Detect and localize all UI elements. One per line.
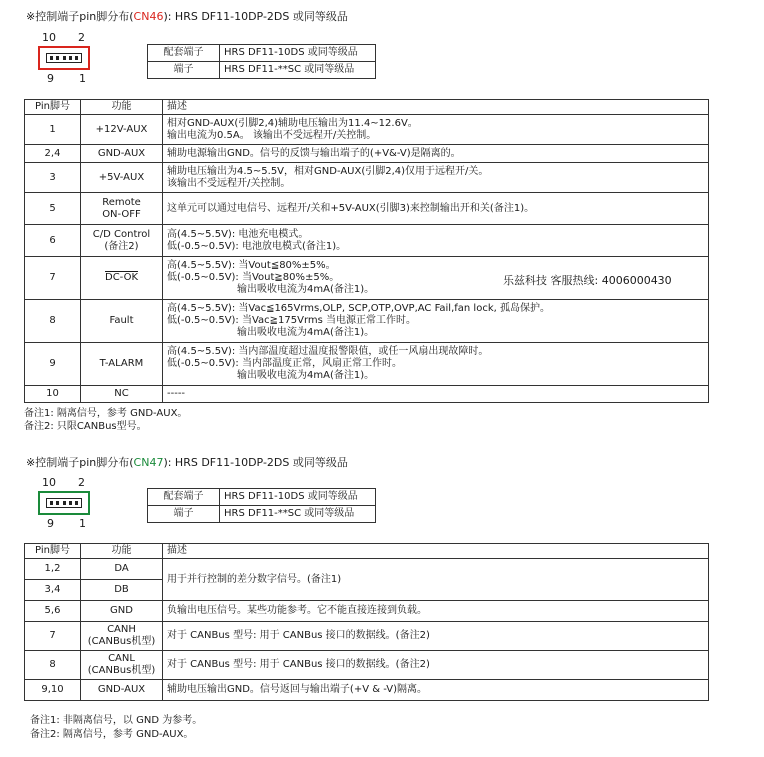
spec-label: 配套端子 [148,45,220,62]
function-cell: T-ALARM [81,343,163,386]
function-cell: GND-AUX [81,680,163,701]
table-row [25,145,709,163]
description-cell: 相对GND-AUX(引脚2,4)辅助电压输出为11.4~12.6V。 输出电流为0.5A。 该输出不受远程开/关控制。 [163,115,709,145]
function-cell: +12V-AUX [81,115,163,145]
table-row [25,300,709,343]
pin-cell: 3,4 [25,580,81,601]
cn47-note-1: 备注1: 非隔离信号，以 GND 为参考。 [30,715,203,726]
pin-label-9: 9 [47,72,54,85]
header-pin: Pin脚号 [25,100,81,115]
table-row [25,163,709,193]
description-cell: 高(4.5~5.5V): 电池充电模式。 低(-0.5~0.5V): 电池放电模式(备注1)。 [163,225,709,257]
cn46-note-2: 备注2: 只限CANBus型号。 [24,421,147,432]
cn46-connector-diagram [38,46,90,70]
function-cell: DA [81,559,163,580]
pin-cell: 7 [25,257,81,300]
table-header-row [25,100,709,115]
cn46-spec-table [147,44,376,79]
pin-cell: 1,2 [25,559,81,580]
function-cell: CANL (CANBus机型) [81,651,163,680]
pin-cell: 7 [25,622,81,651]
pin-cell: 10 [25,386,81,403]
table-row [25,680,709,701]
pin-label-1: 1 [79,72,86,85]
table-row [25,601,709,622]
pin-cell: 8 [25,300,81,343]
spec-row [148,62,376,79]
pin-label-2: 2 [78,31,85,44]
pin-cell: 8 [25,651,81,680]
table-row [25,193,709,225]
function-cell: GND [81,601,163,622]
pin-cell: 5 [25,193,81,225]
title-prefix: ※控制端子pin脚分布( [26,10,134,23]
title-prefix: ※控制端子pin脚分布( [26,456,134,469]
description-cell: 辅助电压输出GND。信号返回与输出端子(+V & -V)隔离。 [163,680,709,701]
title-suffix: ): HRS DF11-10DP-2DS 或同等级品 [163,456,348,469]
cn46-pin-table [24,99,709,403]
description-cell-merged: 用于并行控制的差分数字信号。(备注1) [163,559,709,601]
spec-value: HRS DF11-**SC 或同等级品 [220,506,376,523]
pin-cell: 2,4 [25,145,81,163]
cn47-note-2: 备注2: 隔离信号，参考 GND-AUX。 [30,729,194,740]
table-row [25,225,709,257]
header-function: 功能 [81,544,163,559]
pin-cell: 3 [25,163,81,193]
description-cell: 高(4.5~5.5V): 当Vac≦165Vrms,OLP, SCP,OTP,OVP,AC Fail,fan lock, 孤岛保护。 低(-0.5~0.5V): 当Vac≧175Vrms 当电源正常工作时。 输出吸收电流为4mA(备注1)。 [163,300,709,343]
pin-cell: 9,10 [25,680,81,701]
spec-label: 端子 [148,62,220,79]
pin-cell: 1 [25,115,81,145]
description-cell: 这单元可以通过电信号、远程开/关和+5V-AUX(引脚3)来控制输出开和关(备注1)。 [163,193,709,225]
cn46-note-1: 备注1: 隔离信号，参考 GND-AUX。 [24,408,188,419]
spec-label: 端子 [148,506,220,523]
header-function: 功能 [81,100,163,115]
pin-label-10: 10 [42,31,56,44]
title-suffix: ): HRS DF11-10DP-2DS 或同等级品 [163,10,348,23]
connector-code: CN47 [133,456,164,469]
pin-label-1: 1 [79,517,86,530]
spec-value: HRS DF11-**SC 或同等级品 [220,62,376,79]
function-cell: DB [81,580,163,601]
spec-row [148,45,376,62]
pin-cell: 9 [25,343,81,386]
spec-value: HRS DF11-10DS 或同等级品 [220,489,376,506]
function-cell: CANH (CANBus机型) [81,622,163,651]
function-cell: Fault [81,300,163,343]
spec-row [148,489,376,506]
cn47-pin-table [24,543,709,701]
header-description: 描述 [163,100,709,115]
connector-code: CN46 [133,10,164,23]
table-row [25,622,709,651]
function-cell: +5V-AUX [81,163,163,193]
table-row [25,651,709,680]
pin-label-10: 10 [42,476,56,489]
function-cell: Remote ON-OFF [81,193,163,225]
cn46-section-title [26,8,348,24]
description-cell: 对于 CANBus 型号: 用于 CANBus 接口的数据线。(备注2) [163,622,709,651]
function-cell: GND-AUX [81,145,163,163]
description-cell: 对于 CANBus 型号: 用于 CANBus 接口的数据线。(备注2) [163,651,709,680]
spec-value: HRS DF11-10DS 或同等级品 [220,45,376,62]
customer-service-hotline: 乐兹科技 客服热线: 4006000430 [503,274,672,287]
pin-cell: 5,6 [25,601,81,622]
table-row [25,386,709,403]
spec-row [148,506,376,523]
pin-label-9: 9 [47,517,54,530]
description-cell: 辅助电压输出为4.5~5.5V，相对GND-AUX(引脚2,4)仅用于远程开/关。 该输出不受远程开/关控制。 [163,163,709,193]
header-description: 描述 [163,544,709,559]
table-row [25,559,709,580]
function-cell [81,257,163,300]
spec-label: 配套端子 [148,489,220,506]
description-cell: 负输出电压信号。某些功能参考。它不能直接连接到负载。 [163,601,709,622]
pin-label-2: 2 [78,476,85,489]
description-cell: ----- [163,386,709,403]
function-cell: C/D Control (备注2) [81,225,163,257]
header-pin: Pin脚号 [25,544,81,559]
dc-ok-label: DC-OK [105,272,138,283]
cn47-spec-table [147,488,376,523]
cn47-section-title [26,454,348,470]
description-cell: 高(4.5~5.5V): 当Vout≦80%±5%。 低(-0.5~0.5V): 当Vout≧80%±5%。 输出吸收电流为4mA(备注1)。 [163,257,709,300]
function-cell: NC [81,386,163,403]
description-cell: 辅助电源输出GND。信号的反馈与输出端子的(+V&-V)是隔离的。 [163,145,709,163]
cn47-connector-diagram [38,491,90,515]
table-header-row [25,544,709,559]
description-cell: 高(4.5~5.5V): 当内部温度超过温度报警限值，或任一风扇出现故障时。 低(-0.5~0.5V): 当内部温度正常，风扇正常工作时。 输出吸收电流为4mA(备注1)。 [163,343,709,386]
table-row [25,343,709,386]
table-row [25,115,709,145]
pin-cell: 6 [25,225,81,257]
